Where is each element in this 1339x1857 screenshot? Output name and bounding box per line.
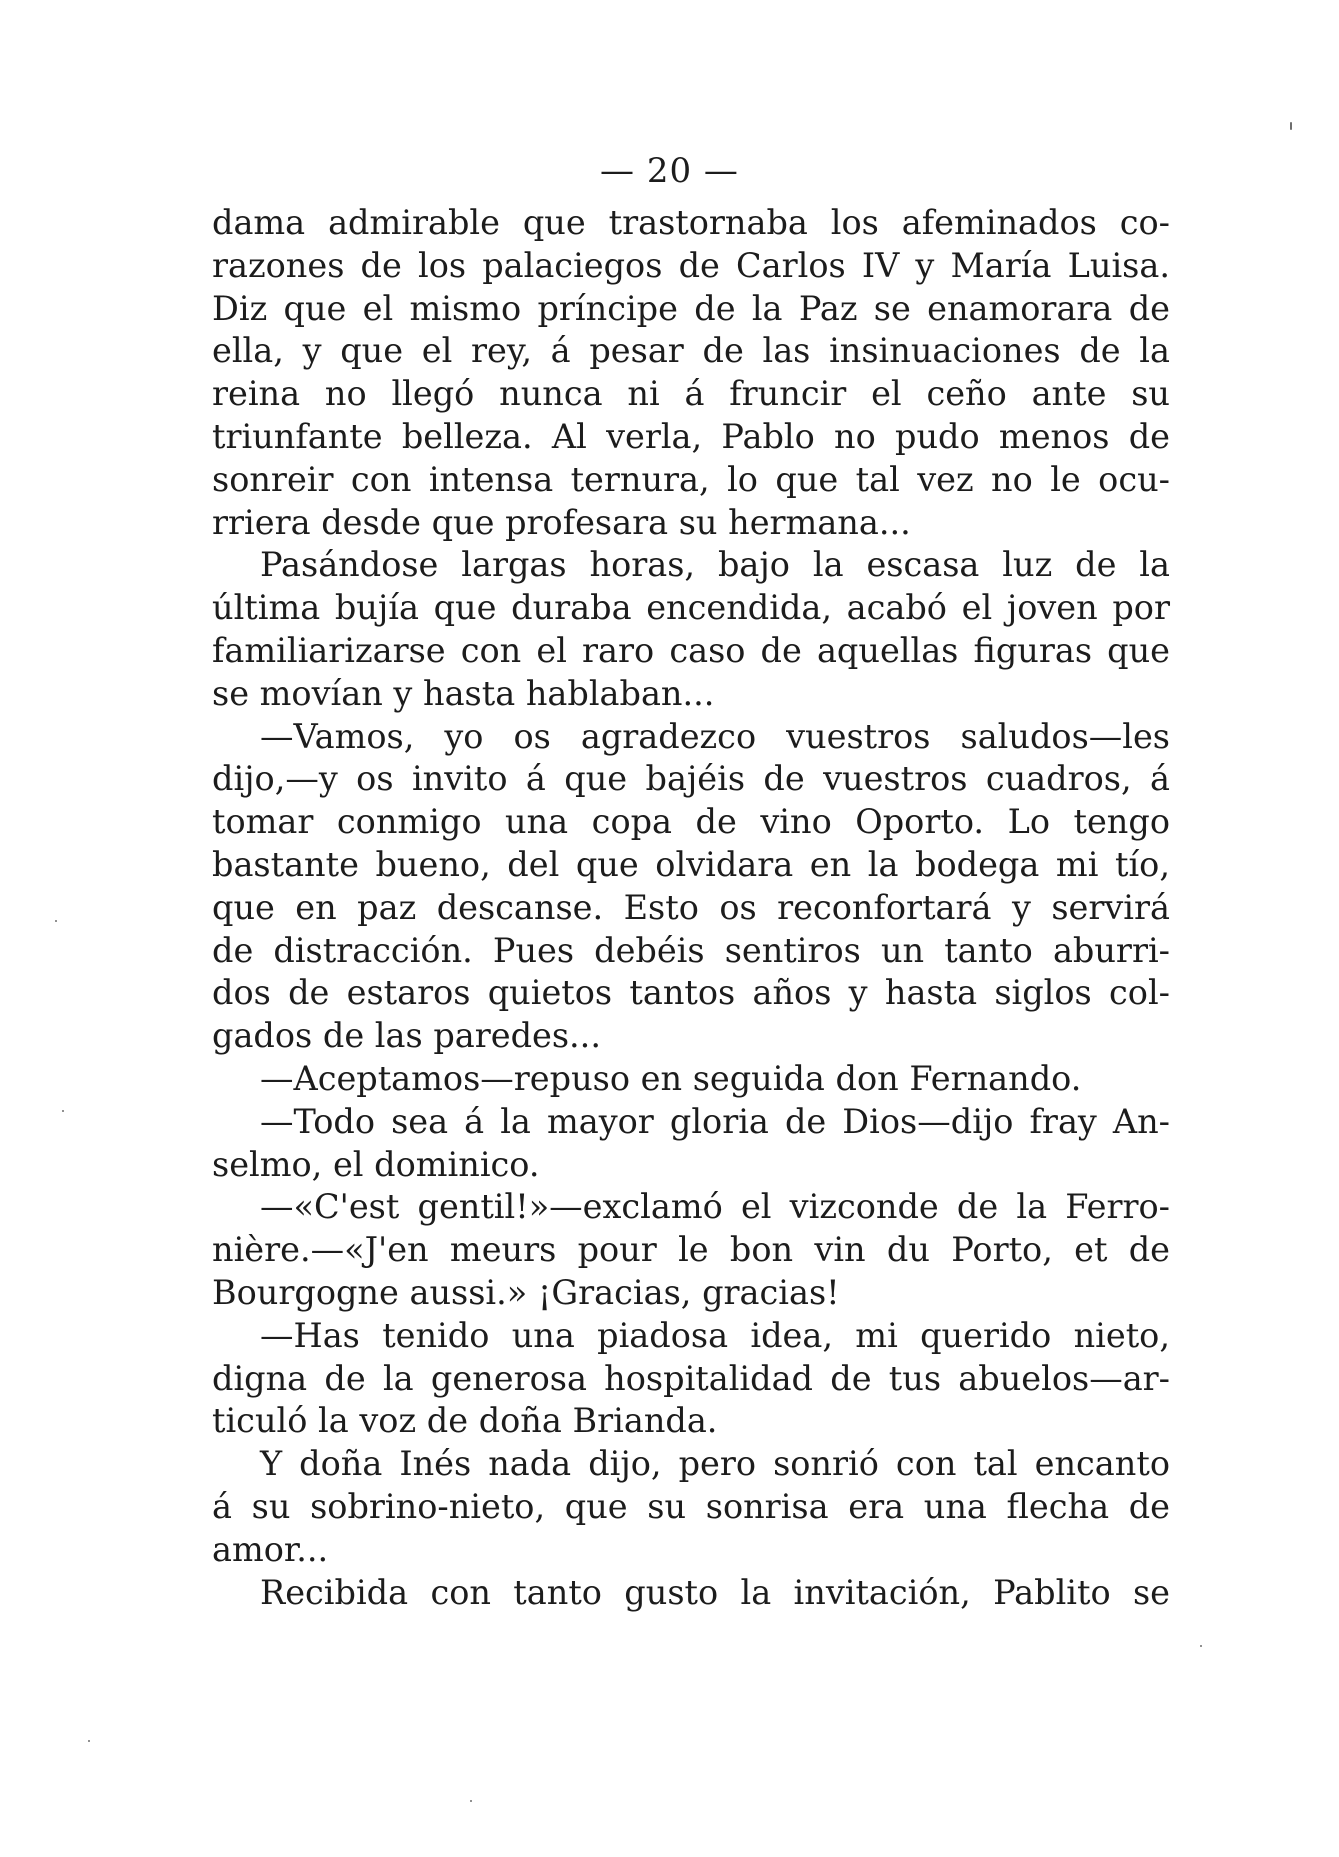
text-line: amor...: [212, 1529, 329, 1569]
scan-speck: [1290, 122, 1292, 130]
scan-speck: [62, 1110, 64, 1112]
text-line: gados de las paredes...: [212, 1016, 601, 1056]
text-line: Y doña Inés nada dijo, pero sonrió con tal encanto: [260, 1444, 1170, 1484]
text-line: última bujía que duraba encendida, acabó el joven por: [212, 588, 1170, 628]
text-line: que en paz descanse. Esto os reconfortará y servirá: [212, 887, 1170, 927]
text-line: á su sobrino-nieto, que su sonrisa era una flecha de: [212, 1486, 1170, 1526]
text-line: —Aceptamos—repuso en seguida don Fernando.: [260, 1058, 1082, 1098]
text-line: de distracción. Pues debéis sentiros un tanto aburri-: [212, 930, 1170, 970]
text-line: dijo,—y os invito á que bajéis de vuestros cuadros, á: [212, 759, 1170, 799]
text-line: Pasándose largas horas, bajo la escasa luz de la: [260, 545, 1170, 585]
text-line: —Has tenido una piadosa idea, mi querido nieto,: [260, 1315, 1170, 1355]
text-line: —Vamos, yo os agradezco vuestros saludos—les: [260, 716, 1170, 756]
scan-speck: [88, 1740, 90, 1742]
text-line: triunfante belleza. Al verla, Pablo no pudo menos de: [212, 416, 1170, 456]
text-line: bastante bueno, del que olvidara en la bodega mi tío,: [212, 844, 1170, 884]
text-line: Recibida con tanto gusto la invitación, Pablito se: [260, 1572, 1170, 1612]
text-line: ticuló la voz de doña Brianda.: [212, 1401, 718, 1441]
scan-speck: [1200, 1645, 1202, 1647]
text-line: selmo, el dominico.: [212, 1144, 540, 1184]
text-line: se movían y hasta hablaban...: [212, 673, 715, 713]
text-line: nière.—«J'en meurs pour le bon vin du Porto, et de: [212, 1230, 1170, 1270]
text-line: digna de la generosa hospitalidad de tus abuelos—ar-: [212, 1358, 1170, 1398]
body-text: [212, 202, 1170, 1614]
text-line: —«C'est gentil!»—exclamó el vizconde de la Ferro-: [260, 1187, 1170, 1227]
text-line: reina no llegó nunca ni á fruncir el ceño ante su: [212, 374, 1170, 414]
text-line: Diz que el mismo príncipe de la Paz se enamorara de: [212, 288, 1170, 328]
text-line: dos de estaros quietos tantos años y hasta siglos col-: [212, 973, 1170, 1013]
text-line: ella, y que el rey, á pesar de las insinuaciones de la: [212, 331, 1170, 371]
text-line: sonreir con intensa ternura, lo que tal vez no le ocu-: [212, 459, 1170, 499]
text-line: dama admirable que trastornaba los afeminados co-: [212, 203, 1170, 242]
text-line: razones de los palaciegos de Carlos IV y María Luisa.: [212, 245, 1170, 285]
page-number: — 20 —: [600, 151, 739, 191]
text-line: Bourgogne aussi.» ¡Gracias, gracias!: [212, 1272, 840, 1312]
text-line: tomar conmigo una copa de vino Oporto. Lo tengo: [212, 802, 1170, 842]
scan-speck: [55, 920, 57, 922]
text-line: —Todo sea á la mayor gloria de Dios—dijo fray An-: [260, 1101, 1170, 1141]
text-line: familiarizarse con el raro caso de aquellas figuras que: [212, 630, 1170, 670]
text-line: rriera desde que profesara su hermana...: [212, 502, 911, 542]
scan-speck: [470, 1800, 472, 1802]
